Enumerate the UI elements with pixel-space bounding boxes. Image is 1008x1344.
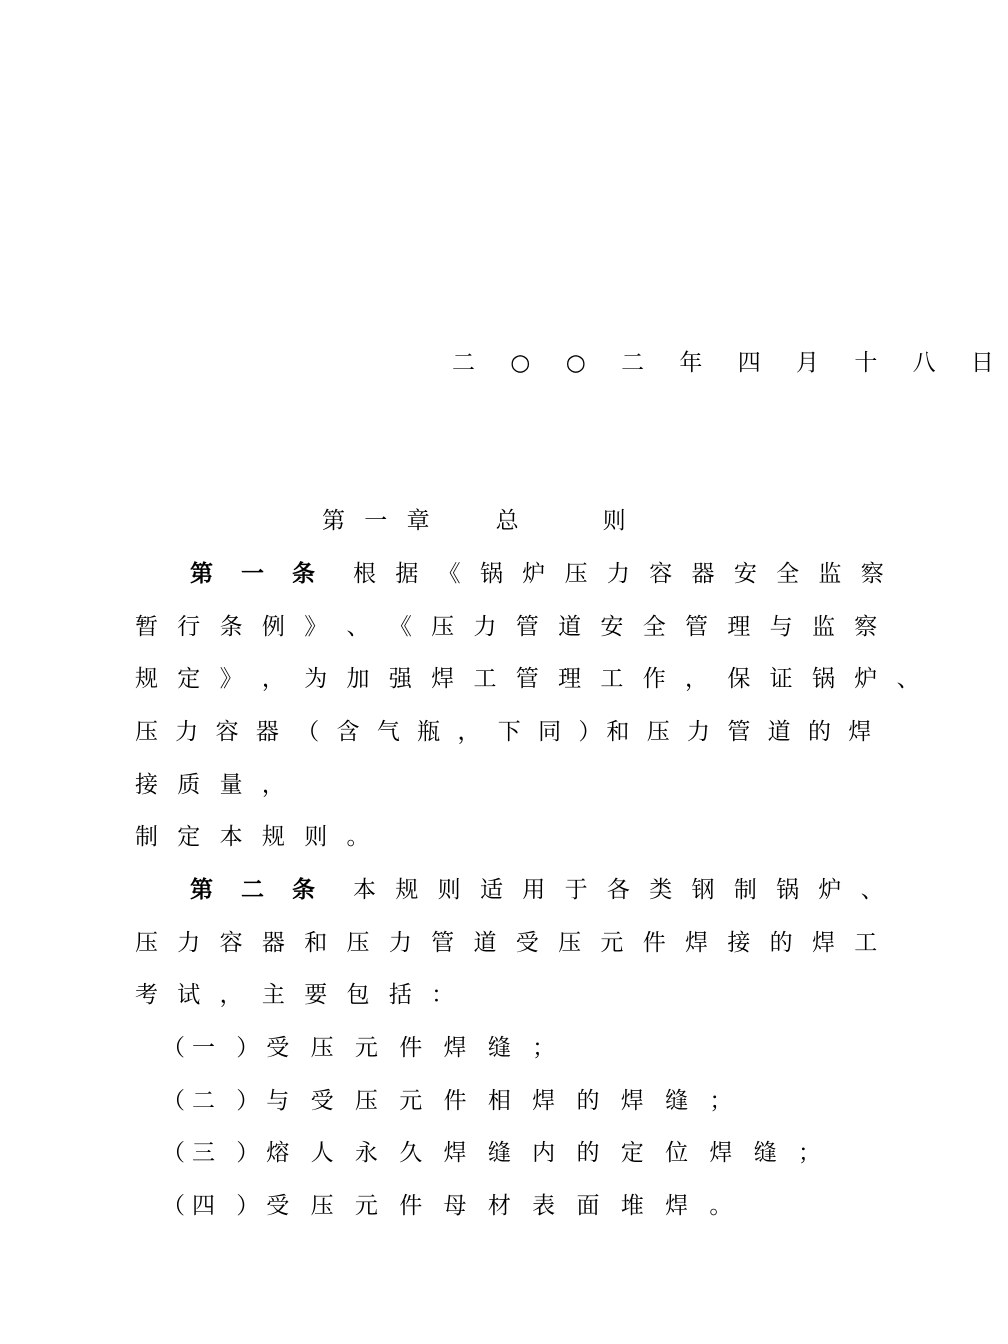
- article1-text-line4: 压 力 容 器 （ 含 气 瓶 ， 下 同 ）和 压 力 管 道 的 焊: [135, 719, 877, 745]
- article1-first-line: [190, 561, 890, 587]
- chapter-heading: [322, 508, 632, 534]
- article2-text-line2: 压 力 容 器 和 压 力 管 道 受 压 元 件 焊 接 的 焊 工: [135, 930, 884, 956]
- chapter-title-part1: 总: [495, 508, 525, 534]
- document-date: 二 ○ ○ 二 年 四 月 十 八 日: [452, 350, 1008, 376]
- article2-item-1: （一 ）受 压 元 件 焊 缝 ；: [162, 1035, 563, 1061]
- article1-text-line6: 制 定 本 规 则 。: [135, 824, 376, 850]
- article2-first-line: [190, 877, 890, 903]
- article1-text-line5: 接 质 量 ，: [135, 772, 291, 798]
- article2-label: 第 二 条: [190, 876, 326, 903]
- article2-item-4: （四 ）受 压 元 件 母 材 表 面 堆 焊 。: [162, 1193, 740, 1219]
- article2-text-line3: 考 试 ， 主 要 包 括 ：: [135, 982, 461, 1008]
- chapter-title-part2: 则: [602, 508, 632, 534]
- article1-text-line2: 暂 行 条 例 》 、 《 压 力 管 道 安 全 管 理 与 监 察: [135, 614, 884, 640]
- article2-item-2: （二 ）与 受 压 元 件 相 焊 的 焊 缝 ；: [162, 1088, 740, 1114]
- article1-text-line3: 规 定 》 ， 为 加 强 焊 工 管 理 工 作 ， 保 证 锅 炉 、: [135, 666, 926, 692]
- article1-label: 第 一 条: [190, 560, 326, 587]
- article1-text-line1: 根 据 《 锅 炉 压 力 容 器 安 全 监 察: [353, 561, 890, 587]
- chapter-number: 第 一 章: [322, 508, 436, 534]
- article2-text-line1: 本 规 则 适 用 于 各 类 钢 制 锅 炉 、: [353, 877, 890, 903]
- article2-item-3: （三 ）熔 人 永 久 焊 缝 内 的 定 位 焊 缝 ；: [162, 1140, 829, 1166]
